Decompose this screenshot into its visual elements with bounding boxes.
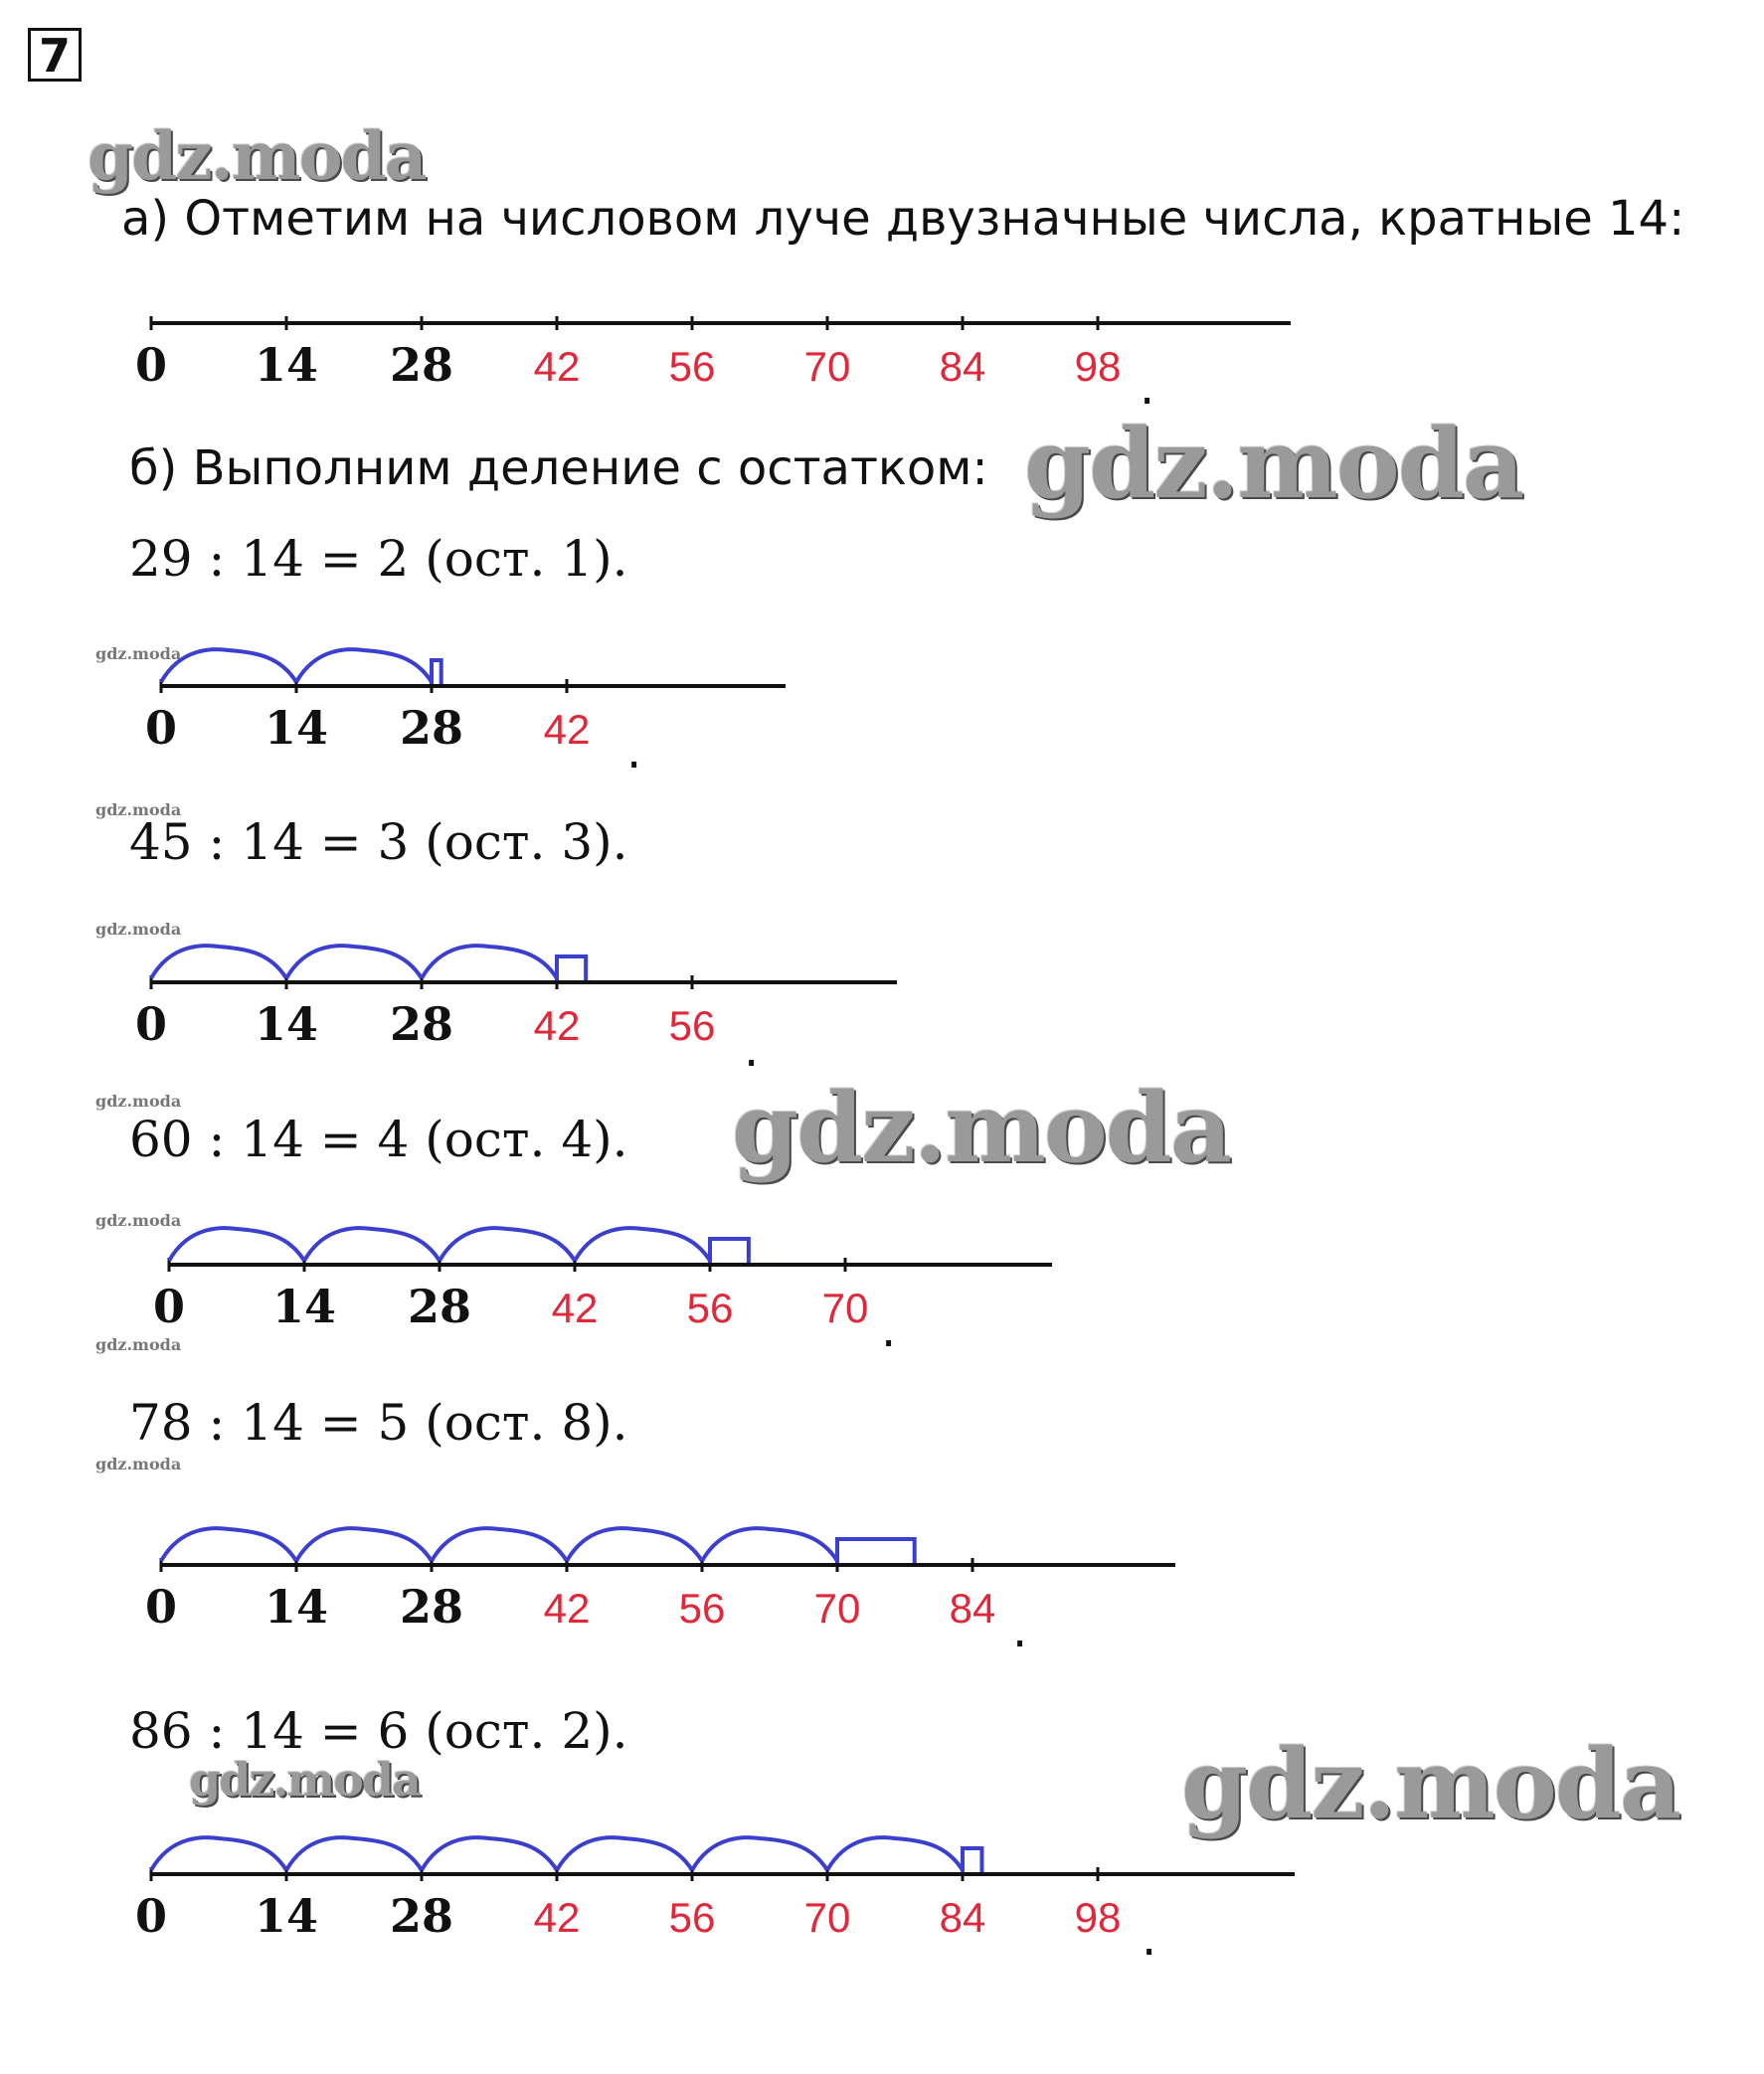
jump-arc <box>161 1528 296 1561</box>
jump-arc <box>151 946 286 978</box>
part-a-text: а) Отметим на числовом луче двузначные числа, кратные 14: <box>121 191 1685 247</box>
jump-arc <box>286 946 422 978</box>
watermark: gdz.moda <box>1181 1728 1680 1840</box>
tick-label: 42 <box>543 1585 591 1632</box>
watermark: gdz.moda <box>95 1092 182 1111</box>
jump-arc <box>827 1837 963 1870</box>
tick-label: 98 <box>1074 1894 1122 1941</box>
watermark: gdz.moda <box>95 1455 182 1473</box>
remainder-bracket <box>557 956 586 980</box>
tick-label: 42 <box>533 1002 581 1049</box>
jump-arc <box>304 1228 440 1261</box>
tick-label: 70 <box>803 343 851 390</box>
tick-label: 84 <box>939 343 986 390</box>
tick-label: 14 <box>271 1280 337 1333</box>
tick-label: 28 <box>399 1580 464 1634</box>
jump-arc <box>296 649 432 682</box>
period: . <box>1140 360 1155 416</box>
equation-4: 78 : 14 = 5 (ост. 8). <box>129 1394 628 1452</box>
jump-arc <box>422 946 557 978</box>
tick-label: 14 <box>254 338 319 392</box>
tick-label: 42 <box>543 706 591 753</box>
period: . <box>881 1302 897 1358</box>
remainder-bracket <box>710 1239 749 1263</box>
equation-5: 86 : 14 = 6 (ост. 2). <box>129 1702 628 1760</box>
tick-label: 28 <box>389 1889 454 1943</box>
tick-label: 42 <box>533 1894 581 1941</box>
remainder-bracket <box>837 1539 915 1563</box>
tick-label: 56 <box>668 343 716 390</box>
tick-label: 70 <box>803 1894 851 1941</box>
tick-label: 0 <box>134 338 168 392</box>
watermark: gdz.moda <box>88 117 426 195</box>
tick-label: 56 <box>686 1285 734 1331</box>
tick-label: 70 <box>821 1285 869 1331</box>
tick-label: 42 <box>551 1285 599 1331</box>
jump-arc <box>440 1228 575 1261</box>
watermark: gdz.moda <box>95 920 182 939</box>
tick-label: 98 <box>1074 343 1122 390</box>
tick-label: 14 <box>254 1889 319 1943</box>
period: . <box>626 724 642 779</box>
tick-label: 56 <box>678 1585 726 1632</box>
tick-label: 84 <box>949 1585 996 1632</box>
watermark: gdz.moda <box>95 1211 182 1230</box>
tick-label: 14 <box>254 997 319 1051</box>
jump-arc <box>296 1528 432 1561</box>
tick-label: 0 <box>144 1580 178 1634</box>
tick-label: 0 <box>134 997 168 1051</box>
jump-arc <box>286 1837 422 1870</box>
period: . <box>744 1022 760 1078</box>
tick-label: 14 <box>264 701 329 755</box>
tick-label: 56 <box>668 1002 716 1049</box>
task-number-box: 7 <box>28 28 82 82</box>
tick-label: 0 <box>134 1889 168 1943</box>
jump-arc <box>702 1528 837 1561</box>
jump-arc <box>692 1837 827 1870</box>
tick-label: 70 <box>813 1585 861 1632</box>
equation-3: 60 : 14 = 4 (ост. 4). <box>129 1111 628 1168</box>
tick-label: 28 <box>389 338 454 392</box>
jump-arc <box>575 1228 710 1261</box>
period: . <box>1142 1911 1157 1967</box>
tick-label: 28 <box>389 997 454 1051</box>
jump-arc <box>151 1837 286 1870</box>
remainder-bracket <box>432 660 441 684</box>
jump-arc <box>557 1837 692 1870</box>
watermark: gdz.moda <box>1024 408 1523 520</box>
remainder-bracket <box>963 1848 981 1872</box>
watermark: gdz.moda <box>95 1335 182 1354</box>
equation-1: 29 : 14 = 2 (ост. 1). <box>129 530 628 588</box>
tick-label: 0 <box>144 701 178 755</box>
tick-label: 0 <box>152 1280 186 1333</box>
part-b-text: б) Выполним деление с остатком: <box>129 440 988 496</box>
tick-label: 84 <box>939 1894 986 1941</box>
jump-arc <box>161 649 296 682</box>
watermark: gdz.moda <box>95 800 182 819</box>
watermark: gdz.moda <box>732 1072 1231 1184</box>
tick-label: 28 <box>399 701 464 755</box>
jump-arc <box>422 1837 557 1870</box>
jump-arc <box>169 1228 304 1261</box>
watermark: gdz.moda <box>95 644 182 663</box>
tick-label: 42 <box>533 343 581 390</box>
tick-label: 56 <box>668 1894 716 1941</box>
watermark: gdz.moda <box>189 1753 420 1807</box>
equation-2: 45 : 14 = 3 (ост. 3). <box>129 813 628 871</box>
tick-label: 28 <box>407 1280 472 1333</box>
jump-arc <box>432 1528 567 1561</box>
tick-label: 14 <box>264 1580 329 1634</box>
jump-arc <box>567 1528 702 1561</box>
period: . <box>1012 1603 1028 1658</box>
